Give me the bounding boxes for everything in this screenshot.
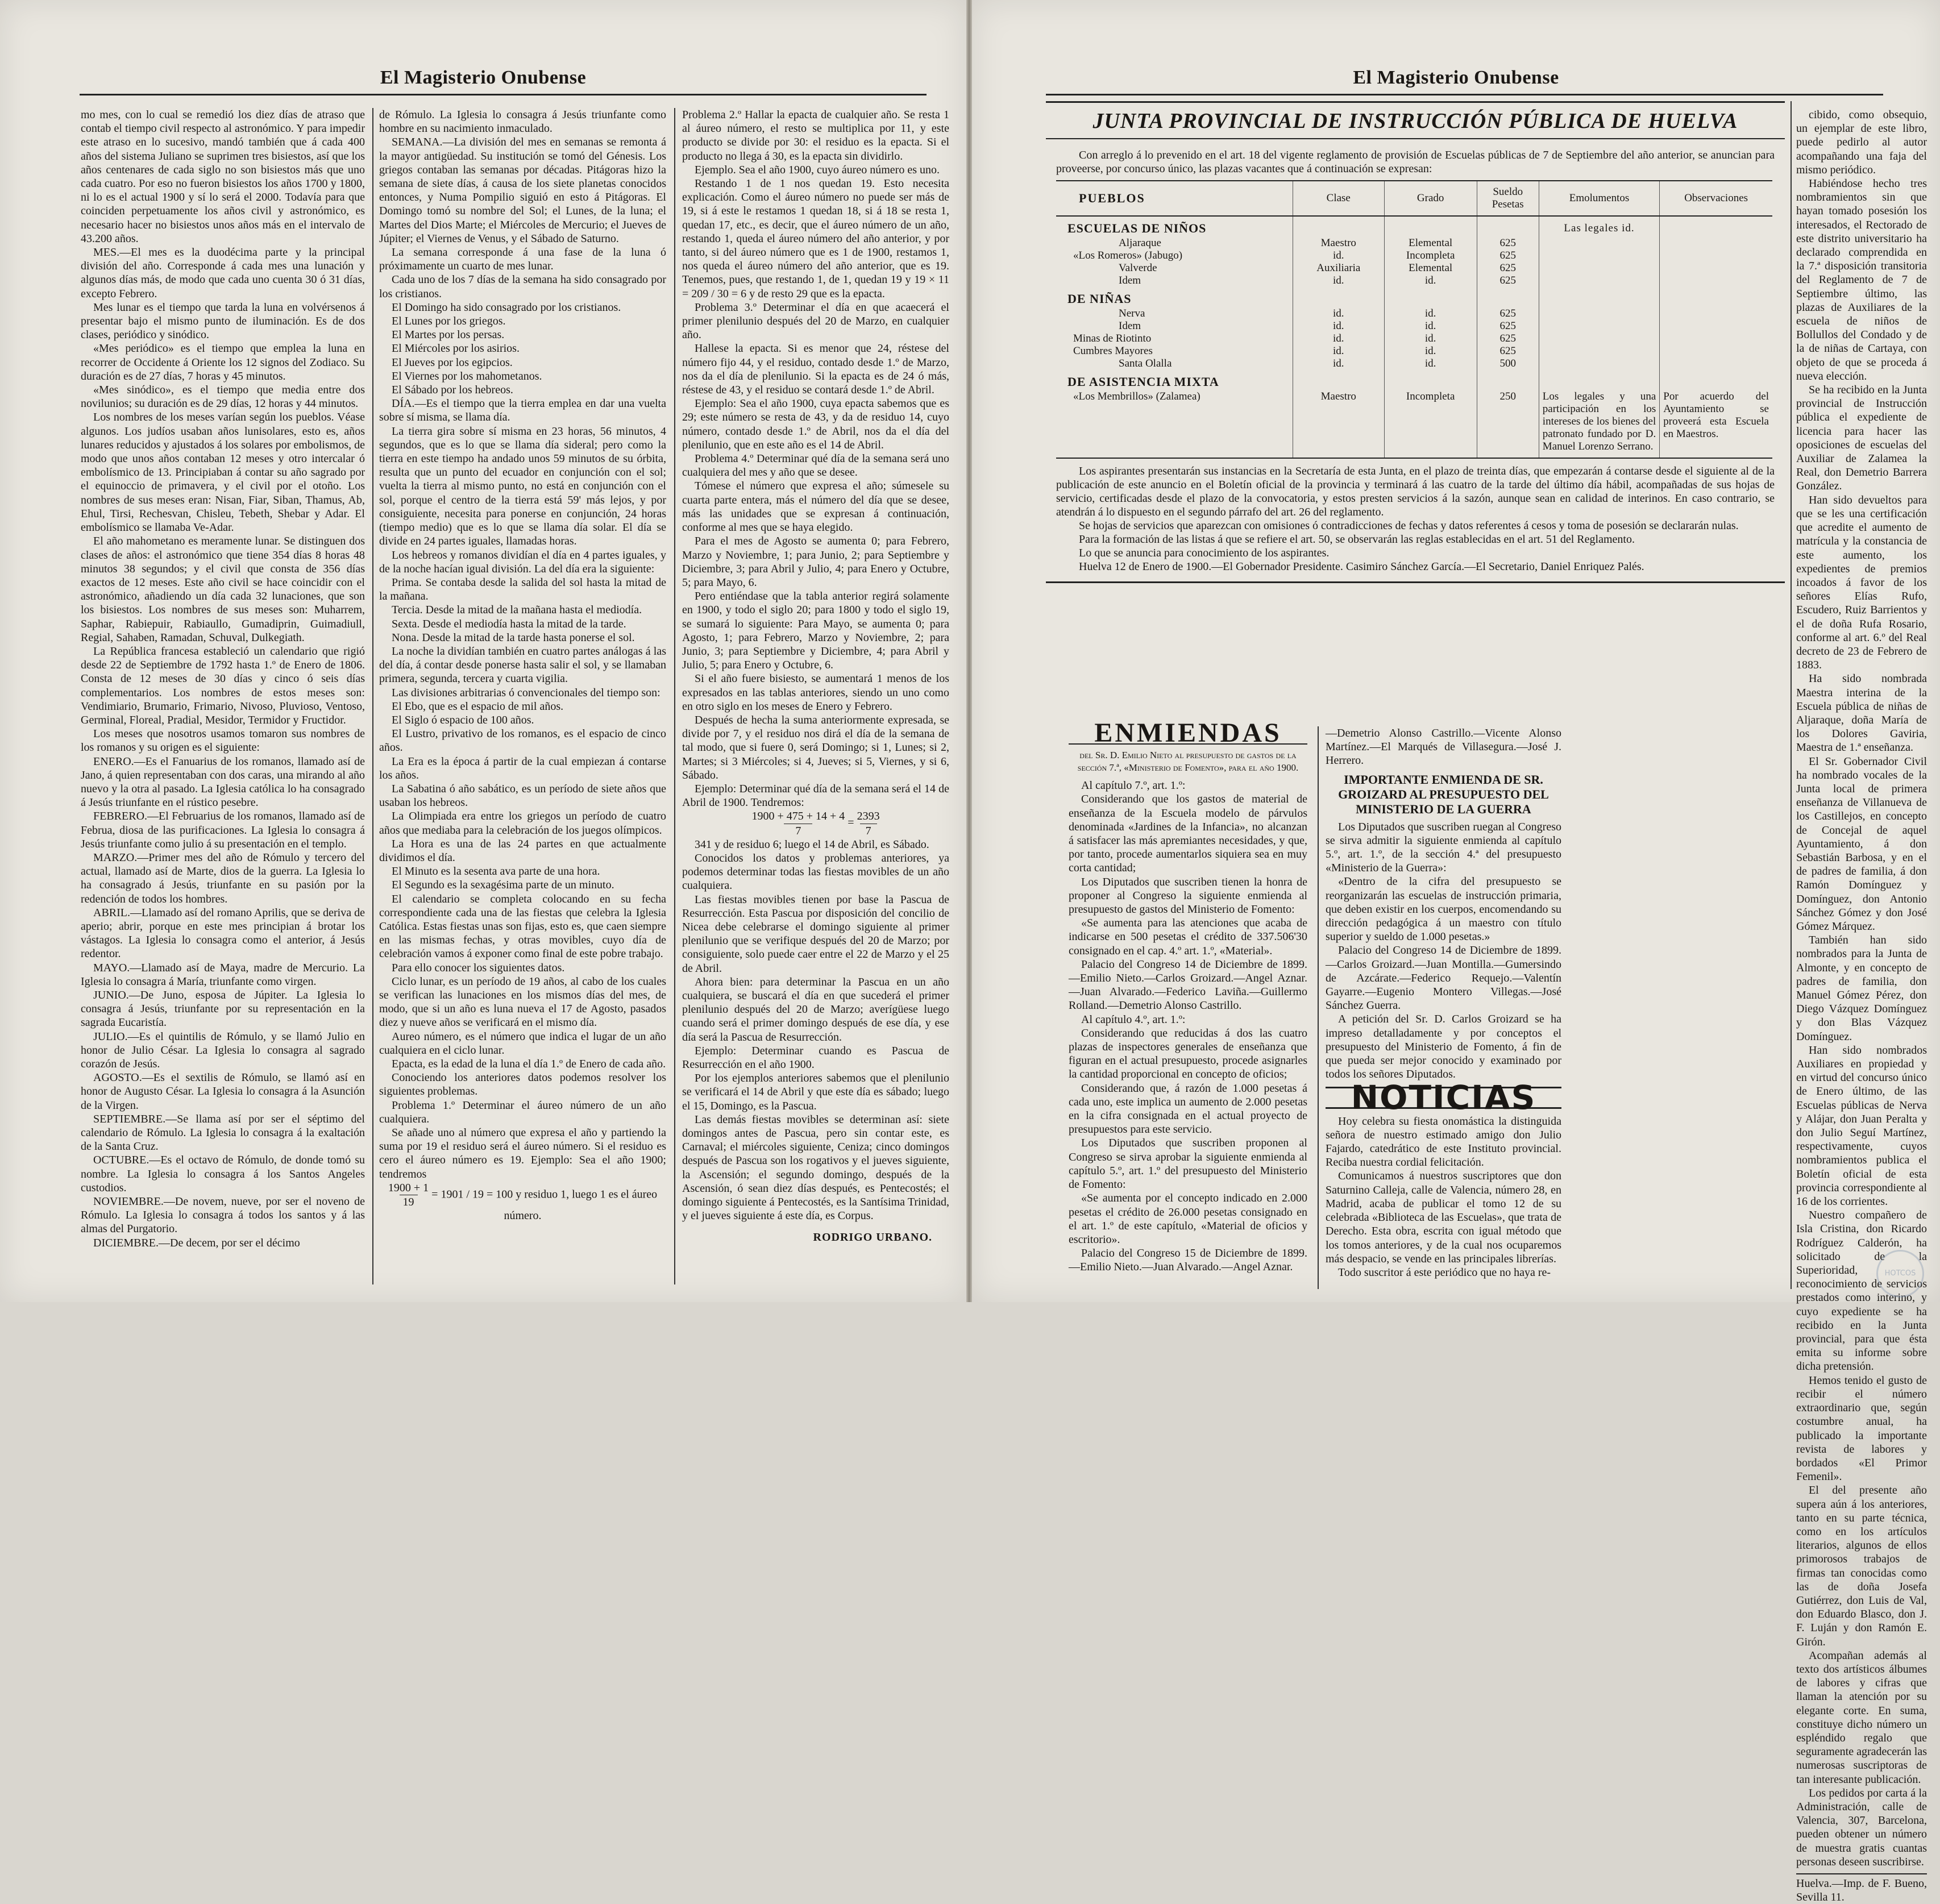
table-cell xyxy=(1539,307,1659,320)
paragraph: Los nombres de los meses varían según los pueblos. Véase algunos. Los judíos usaban años lunisolares, esto es, años lunares reducidos y ajustados á los solares por embolismos, de modo que unos años contaban 12 meses y otro intercalar ó embolísmico de 13. Principiaban á contar su año sagrado por el equinoccio de primavera, y el civil por el otoño. Los nombres de sus meses eran: Nisan, Fiar, Siban, Thamus, Ab, Ehul, Tirsi, Rechesvan, Chisleu, Tebeth, Shebar y Adar. El embolísmico se llamaba Ve-Adar. xyxy=(81,411,365,534)
formula-numerator: 1900 + 1 xyxy=(388,1181,429,1194)
paragraph: Los meses que nosotros usamos tomaron sus nombres de los romanos y su origen es el siguiente: xyxy=(81,727,365,754)
column-divider xyxy=(372,108,373,1284)
paragraph: Para el mes de Agosto se aumenta 0; para Febrero, Marzo y Noviembre, 1; para Junio, 2; para Septiembre y Diciembre, 3; para Abril y Julio, 4; para Enero y Octubre, 5; para Mayo, 6. xyxy=(682,535,949,589)
table-row xyxy=(1056,345,1772,357)
table-cell: 625 xyxy=(1477,275,1539,287)
paragraph: —Demetrio Alonso Castrillo.—Vicente Alonso Martínez.—El Marqués de Villasegura.—José J. Herrero. xyxy=(1326,727,1561,767)
paragraph: El Minuto es la sesenta ava parte de una hora. xyxy=(392,865,600,878)
table-header: Observaciones xyxy=(1660,181,1772,216)
junta-announcement xyxy=(1046,101,1785,583)
paragraph: Los pedidos por carta á la Administración, calle de Valencia, 307, Barcelona, pueden obtener un número de muestra gratis cuantas personas deseen suscribirse. xyxy=(1796,1786,1927,1868)
paragraph: JUNIO.—De Juno, esposa de Júpiter. La Iglesia lo consagra á Jesús, triunfante por su representación en la sagrada Eucaristía. xyxy=(81,989,365,1029)
paragraph: Considerando que, á razón de 1.000 pesetas á cada uno, este implica un aumento de 2.000 pesetas en la cifra consignada en el actual proyecto de presupuestos para este servicio. xyxy=(1069,1082,1307,1136)
table-cell: Valverde xyxy=(1119,262,1157,274)
vacancies-table xyxy=(1056,180,1772,459)
table-cell: id. xyxy=(1293,250,1384,262)
author-signature: RODRIGO URBANO. xyxy=(813,1231,932,1244)
table-cell xyxy=(1660,307,1772,320)
paragraph: Lo que se anuncia para conocimiento de los aspirantes. xyxy=(1079,547,1330,559)
table-cell xyxy=(1384,287,1477,307)
paragraph: Al capítulo 4.º, art. 1.º: xyxy=(1081,1013,1186,1026)
junta-bases xyxy=(1056,464,1775,573)
paragraph: El Martes por los persas. xyxy=(392,329,505,342)
right-page xyxy=(972,0,1940,1904)
table-header: PUEBLOS xyxy=(1056,181,1293,216)
paragraph: Problema 1.º Determinar el áureo número de un año cualquiera. xyxy=(379,1099,666,1125)
header-rule xyxy=(80,94,927,95)
paragraph: El Ebo, que es el espacio de mil años. xyxy=(392,700,564,713)
paragraph: El Sábado por los hebreos. xyxy=(392,384,513,397)
table-cell: Idem xyxy=(1119,320,1141,332)
table-cell xyxy=(1660,357,1772,370)
formula-denominator: 7 xyxy=(784,824,812,838)
table-cell: id. xyxy=(1384,357,1477,370)
paragraph: Epacta, es la edad de la luna el día 1.º de Enero de cada año. xyxy=(392,1058,666,1071)
table-cell: Las legales id. xyxy=(1539,216,1659,237)
table-cell: 625 xyxy=(1477,332,1539,345)
table-cell: 625 xyxy=(1477,237,1539,250)
paragraph: Los Diputados que suscriben ruegan al Congreso se sirva admitir la siguiente enmienda al capítulo 5.º, art. 1.º, de la sección 4.ª del presupuesto «Ministerio de la Guerra»: xyxy=(1326,820,1561,875)
paragraph: Cada uno de los 7 días de la semana ha sido consagrado por los cristianos. xyxy=(379,273,666,300)
paragraph: Tómese el número que expresa el año; súmesele su cuarta parte entera, más el número del día que se desee, más las unidades que se expresan á continuación, conforme al mes que se haya elegido. xyxy=(682,480,949,534)
paragraph: El Segundo es la sexagésima parte de un minuto. xyxy=(392,879,614,892)
paragraph: Tercia. Desde la mitad de la mañana hasta el mediodía. xyxy=(392,604,642,617)
paragraph: El año mahometano es meramente lunar. Se distinguen dos clases de años: el astronómico que tiene 354 días 8 horas 48 minutos 38 segundos; y el civil que consta de 356 días exactos de 12 meses. Este año civil se hace coincidir con el astronómico, añadiendo un día cada 32 lunaciones, que son los bisiestos. Los nombres de sus meses son: Muharrem, Saphar, Rabiepuir, Rabiaullo, Gumadiprin, Guimadiull, Regial, Sahaben, Ramadan, Schuval, Dulkegiath. xyxy=(81,535,365,644)
junta-intro: Con arreglo á lo prevenido en el art. 18 del vigente reglamento de provisión de Escuelas públicas de 7 de Septiembre del año anterior, se anuncian para proveerse, por concurso único, las plazas vacantes que á continuación se expresan: xyxy=(1056,149,1775,175)
table-row xyxy=(1056,250,1772,262)
paragraph: Los aspirantes presentarán sus instancias en la Secretaría de esta Junta, en el plazo de treinta días, que empezarán á contarse desde el siguiente al de la publicación de este anuncio en el Boletín oficial de la provincia y terminará á las cuatro de la tarde del último día hábil, acompañadas de sus hojas de servicio, certificadas desde el plazo de la convocatoria, y estos presten servicios á la sazón, aunque sean en calidad de interinos. En caso contrario, se atendrán á lo dispuesto en el segundo párrafo del art. 26 del reglamento. xyxy=(1056,465,1775,518)
formula-denominator: 19 xyxy=(400,1195,418,1209)
table-cell xyxy=(1539,370,1659,390)
table-cell: 625 xyxy=(1477,345,1539,357)
paragraph: Hemos tenido el gusto de recibir el número extraordinario que, según costumbre anual, ha publicado la importante revista de labores y bordados «El Primor Femenil». xyxy=(1796,1374,1927,1483)
article-column-2 xyxy=(379,108,666,1290)
paragraph: Ejemplo: Sea el año 1900, cuya epacta sabemos que es 29; este número se resta de 43, y da de residuo 14, cuyo número, contado desde 1.º de Abril, nos da el día del plenilunio, que en este año es el 14 de Abril. xyxy=(682,397,949,451)
table-cell: Idem xyxy=(1119,275,1141,286)
paragraph: La tierra gira sobre sí misma en 23 horas, 56 minutos, 4 segundos, que es lo que se llama día sideral; pero como la tierra en este tiempo ha andado unos 59 minutos de su órbita, resulta que un punto del ecuador en conjunción con el sol; vuelta la tierra al mismo punto, no está en conjunción con el sol, porque el centro de la tierra está 59' más lejos, y por consiguiente, necesita para ponerse en conjunción, 24 horas (tiempo medio) que es lo que se llama día solar. El día se divide en 24 partes iguales, llamadas horas. xyxy=(379,425,666,548)
paragraph: Palacio del Congreso 14 de Diciembre de 1899. —Carlos Groizard.—Juan Montilla.—Gumersindo de Azcárate.—Federico Requejo.—Valentín Gayarre.—Eugenio Montero Villegas.—José Sánchez Guerra. xyxy=(1326,944,1561,1012)
table-cell: Elemental xyxy=(1384,237,1477,250)
paragraph: Se hojas de servicios que aparezcan con omisiones ó contradicciones de fechas y datos referentes á cesos y toma de posesión se declararán nulas. xyxy=(1079,519,1739,532)
paragraph: El calendario se completa colocando en su fecha correspondiente cada una de las fiestas que celebra la Iglesia Católica. Estas fiestas unas son fijas, esto es, que caen siempre en las mismas fechas, y otras movibles, cuyo día de celebración vamos á exponer como final de este pobre trabajo. xyxy=(379,892,666,961)
table-cell: Aljaraque xyxy=(1119,237,1161,249)
paragraph: JULIO.—Es el quintilis de Rómulo, y se llamó Julio en honor de Julio César. La Iglesia lo consagra al sagrado corazón de Jesús. xyxy=(81,1030,365,1071)
paragraph: La República francesa estableció un calendario que rigió desde 22 de Septiembre de 1792 hasta 1.º de Enero de 1806. Consta de 12 meses de 30 días y cinco ó seis días complementarios. Los nombres de estos meses son: Vendimiario, Brumario, Frimario, Nivoso, Pluvioso, Ventoso, Germinal, Floreal, Pradial, Mesidor, Termidor y Fructidor. xyxy=(81,645,365,726)
table-cell xyxy=(1539,287,1659,307)
table-row xyxy=(1056,332,1772,345)
enmiendas-column xyxy=(1069,718,1307,1300)
paragraph: DÍA.—Es el tiempo que la tierra emplea en dar una vuelta sobre sí misma, se llama día. xyxy=(379,397,666,424)
table-cell xyxy=(1660,287,1772,307)
paragraph: Habiéndose hecho tres nombramientos sin que hayan tomado posesión los interesados, el Rectorado de este distrito universitario ha declarado comprendida en la 7.ª disposición transitoria del Reglamento de 7 de Septiembre último, las plazas de Auxiliares de la escuela de niños de Bollullos del Condado y de la de niñas de Cartaya, con objeto de que se proceda á nueva elección. xyxy=(1796,177,1927,383)
table-section-title: DE NIÑAS xyxy=(1067,292,1132,306)
table-cell: Maestro xyxy=(1293,390,1384,458)
section-title: ENMIENDAS xyxy=(1069,726,1307,745)
paragraph: ENERO.—Es el Fanuarius de los romanos, llamado así de Jano, á quien representaban con dos caras, una mirando al año nuevo y la otra al pasado. La Iglesia católica lo ha consagrado á Jesús triunfante en el rústico pesebre. xyxy=(81,755,365,809)
table-cell xyxy=(1539,275,1659,287)
table-cell xyxy=(1660,237,1772,250)
formula-result: = 1901 / 19 = 100 y residuo 1, luego 1 es el áureo número. xyxy=(431,1188,658,1223)
paragraph: Conocidos los datos y problemas anteriores, ya podemos determinar todas las fiestas movibles de un año cualquiera. xyxy=(682,851,949,892)
table-header: Emolumentos xyxy=(1539,181,1659,216)
paragraph: Nuestro compañero de Isla Cristina, don Ricardo Rodríguez Calderón, ha solicitado de la Superioridad, reconocimiento de servicios prestados como interino, y cuyo expediente se ha recibido en la Junta provincial, para que ésta emita su informe sobre dicha pretensión. xyxy=(1796,1209,1927,1373)
junta-title: JUNTA PROVINCIAL DE INSTRUCCIÓN PÚBLICA DE HUELVA xyxy=(1046,103,1785,139)
table-cell xyxy=(1539,345,1659,357)
article-column-1 xyxy=(81,108,365,1290)
news-column-right xyxy=(1796,108,1927,1904)
table-cell: id. xyxy=(1384,307,1477,320)
table-cell xyxy=(1539,357,1659,370)
paragraph: Sexta. Desde el mediodía hasta la mitad de la tarde. xyxy=(392,617,626,630)
table-cell xyxy=(1539,250,1659,262)
paragraph: SEMANA.—La división del mes en semanas se remonta á la mayor antigüedad. Su institución se tomó del Génesis. Los griegos contaban las semanas por décadas. Pitágoras hizo la semana de siete días, á causa de los siete planetas conocidos entonces, y Numa Pompilio siguió en esto á Pitágoras. El Domingo tomó su nombre del Sol; el Lunes, de la luna; el Martes del Dios Marte; el Miércoles de Mercurio; el Jueves de Júpiter; el Viernes de Venus, y el Sábado de Saturno. xyxy=(379,136,666,245)
paragraph: Restando 1 de 1 nos quedan 19. Esto necesita explicación. Como el áureo número no puede ser más de 19, si á este le restamos 1 quedan 18, si á 18 se resta 1, quedan 17, etc., es decir, que el áureo número de un año, restando 1, queda el áureo número del año anterior, y por tanto, si del áureo número que es 1 de 1900, restamos 1, nos queda el áureo número del año anterior, que es 19. Tenemos, pues, que restando 1, de 1, quedan 19 y 19 × 11 = 209 / 30 = 6 y de resto 29 que es la epacta. xyxy=(682,177,949,300)
paragraph: La Hora es una de las 24 partes en que actualmente dividimos el día. xyxy=(379,837,666,864)
running-head: El Magisterio Onubense xyxy=(1353,67,1559,88)
table-cell: id. xyxy=(1293,307,1384,320)
paragraph: La Era es la época á partir de la cual empiezan á contarse los años. xyxy=(379,755,666,781)
table-cell xyxy=(1384,370,1477,390)
table-row xyxy=(1056,307,1772,320)
paragraph: El Siglo ó espacio de 100 años. xyxy=(392,713,534,726)
paragraph: Han sido devueltos para que se les una certificación que acredite el aumento de matrícula y la constancia de este aumento, los expedientes de premios incoados á favor de los señores Elías Rufo, Escudero, Ruiz Barrientos y el de doña Rufa Rosario, conforme al art. 6.º del Real decreto de 23 de Febrero de 1883. xyxy=(1796,493,1927,672)
paragraph: Ejemplo. Sea el año 1900, cuyo áureo número es uno. xyxy=(695,163,940,176)
imprint: Huelva.—Imp. de F. Bueno, Sevilla 11. xyxy=(1796,1873,1927,1904)
table-cell xyxy=(1660,370,1772,390)
paragraph: MES.—El mes es la duodécima parte y la principal división del año. Corresponde á cada mes una lunación y algunos días más, de modo que cada uno cuenta 30 ó 31 días, excepto Febrero. xyxy=(81,246,365,300)
paragraph: Para la formación de las listas á que se refiere el art. 50, se observarán las reglas establecidas en el art. 51 del Reglamento. xyxy=(1079,533,1635,546)
table-section-title: DE ASISTENCIA MIXTA xyxy=(1067,375,1219,389)
paragraph: El Lunes por los griegos. xyxy=(392,315,506,328)
table-row xyxy=(1056,357,1772,370)
table-row xyxy=(1056,237,1772,250)
paragraph: Las demás fiestas movibles se determinan así: siete domingos antes de Pascua, pero sin contar este, es Carnaval; el miércoles siguiente, Ceniza; cinco domingos después de Pascua son los rogativos y el jueves siguiente, la Ascensión; el segundo domingo, después de la Ascensión, ó sean diez días después, es Pentecostés; el domingo siguiente á Pentecostés, es la Santísima Trinidad, y el jueves siguiente á este día, es Corpus. xyxy=(682,1113,949,1223)
paragraph: Acompañan además al texto dos artísticos álbumes de labores y cifras que llaman la atención por su elegante corte. En suma, constituye dicho número un espléndido regalo que seguramente agradecerán las numerosas suscriptoras de tan interesante publicación. xyxy=(1796,1649,1927,1786)
paragraph: «Mes periódico» es el tiempo que emplea la luna en recorrer de Occidente á Oriente los 12 signos del Zodiaco. Su duración es de 27 días, 7 horas y 45 minutos. xyxy=(81,342,365,383)
paragraph: ABRIL.—Llamado así del romano Aprilis, que se deriva de aperio; abrir, porque en este mes principian á brotar los vástagos. La Iglesia lo consagra como el anterior, á Jesús redentor. xyxy=(81,906,365,961)
table-cell: id. xyxy=(1384,320,1477,332)
formula-result: 2393 xyxy=(857,810,880,823)
table-cell: Incompleta xyxy=(1384,390,1477,458)
table-cell xyxy=(1539,320,1659,332)
paragraph: Se añade uno al número que expresa el año y partiendo la suma por 19 el residuo será el áureo número. Si el residuo es cero el áureo número es 19. Ejemplo: Sea el año 1900; tendremos xyxy=(379,1126,666,1180)
table-cell: Maestro xyxy=(1293,237,1384,250)
table-cell: Cumbres Mayores xyxy=(1073,345,1153,357)
table-cell: 625 xyxy=(1477,262,1539,275)
table-cell: 250 xyxy=(1477,390,1539,458)
table-cell xyxy=(1293,287,1384,307)
paragraph: Las fiestas movibles tienen por base la Pascua de Resurrección. Esta Pascua por disposición del concilio de Nicea debe celebrarse el domingo siguiente al primer plenilunio que se verifique después del 20 de Marzo; por consiguiente, solo puede caer entre el 22 de Marzo y el 25 de Abril. xyxy=(682,893,949,975)
table-section-title: ESCUELAS DE NIÑOS xyxy=(1067,221,1207,235)
column-divider xyxy=(1791,101,1792,1289)
formula: $\frac{1900 + 475 + 14 + 4}{7} = \frac{2393}{7}$ xyxy=(751,810,880,837)
paragraph: El Viernes por los mahometanos. xyxy=(392,369,542,383)
table-cell xyxy=(1477,216,1539,237)
paragraph: La semana corresponde á una fase de la luna ó próximamente un cuarto de mes lunar. xyxy=(379,246,666,273)
table-cell: 625 xyxy=(1477,250,1539,262)
table-cell: Por acuerdo del Ayuntamiento se proveerá esta Escuela en Maestros. xyxy=(1660,390,1772,458)
column-divider xyxy=(1318,726,1319,1289)
table-header: Grado xyxy=(1384,181,1477,216)
paragraph: También han sido nombrados para la Junta de Almonte, y en concepto de padres de familia, don Manuel Gómez Pérez, don Diego Vázquez Domínguez y don Blas Vázquez Domínguez. xyxy=(1796,934,1927,1043)
paragraph: Problema 2.º Hallar la epacta de cualquier año. Se resta 1 al áureo número, el resto se multiplica por 11, y este producto se divide por 30: el residuo es la epacta. Si el producto no llega á 30, es la epacta sin dividirlo. xyxy=(682,109,949,163)
paragraph: cibido, como obsequio, un ejemplar de este libro, puede pedirlo al autor acompañando una faja del mismo periódico. xyxy=(1796,109,1927,176)
paragraph: Pero entiéndase que la tabla anterior regirá solamente en 1900, y todo el siglo 20; para 1800 y todo el siglo 19, se sumará lo siguiente: Para Mayo, se aumenta 0; para Agosto, 1; para Febrero, Marzo y Noviembre, 2; para Junio, 3; para Septiembre y Diciembre, 4; para Abril y Julio, 5; para Enero y Octubre, 6. xyxy=(682,590,949,672)
table-cell xyxy=(1293,216,1384,237)
paragraph: El del presente año supera aún á los anteriores, tanto en su parte técnica, como en los artículos literarios, algunos de ellos primorosos trabajos de firmas tan conocidas como las de doña Josefa Gutiérrez, don Luis de Val, don Eduardo Blasco, don J. F. Luján y don Ramón E. Girón. xyxy=(1796,1484,1927,1648)
section-subtitle: del Sr. D. Emilio Nieto al presupuesto de gastos de la sección 7.ª, «Ministerio de Fomento», para el año 1900. xyxy=(1077,750,1299,774)
paragraph: Si el año fuere bisiesto, se aumentará 1 menos de los expresados en las tablas anteriores, siendo un uno como en otro siglo en los meses de Enero y Febrero. xyxy=(682,672,949,713)
paragraph: A petición del Sr. D. Carlos Groizard se ha impreso detalladamente y por conceptos el presupuesto del Ministerio de Fomento, á fin de que pueda ser mejor conocido y examinado por todos los señores Diputados. xyxy=(1326,1013,1561,1081)
table-cell xyxy=(1660,262,1772,275)
table-header: Clase xyxy=(1293,181,1384,216)
table-row xyxy=(1056,390,1772,458)
paragraph: Palacio del Congreso 15 de Diciembre de 1899. —Emilio Nieto.—Juan Alvarado.—Angel Aznar. xyxy=(1069,1247,1307,1274)
table-cell: 500 xyxy=(1477,357,1539,370)
paragraph: La noche la dividían también en cuatro partes análogas á las del día, á contar desde ponerse hasta salir el sol, y se llamaban primera, segunda, tercera y cuarta vigilia. xyxy=(379,645,666,685)
paragraph: SEPTIEMBRE.—Se llama así por ser el séptimo del calendario de Rómulo. La Iglesia lo consagra á la exaltación de la Santa Cruz. xyxy=(81,1112,365,1153)
table-cell: id. xyxy=(1293,345,1384,357)
paragraph: Huelva 12 de Enero de 1900.—El Gobernador Presidente. Casimiro Sánchez García.—El Secretario, Daniel Enriquez Palés. xyxy=(1079,560,1644,573)
table-cell xyxy=(1660,275,1772,287)
formula xyxy=(379,1181,666,1223)
paragraph: Palacio del Congreso 14 de Diciembre de 1899. —Emilio Nieto.—Carlos Groizard.—Angel Aznar.—Juan Alvarado.—Federico Laviña.—Guillermo Rolland.—Demetrio Alonso Castrillo. xyxy=(1069,958,1307,1012)
paragraph: Se ha recibido en la Junta provincial de Instrucción pública el expediente de licencia para hacer las oposiciones de escuelas del Auxiliar de Zalamea la Real, don Demetrio Barrera González. xyxy=(1796,384,1927,493)
paragraph: La Sabatina ó año sabático, es un período de siete años que usaban los hebreos. xyxy=(379,782,666,809)
table-cell: Santa Olalla xyxy=(1119,357,1172,369)
paragraph: mo mes, con lo cual se remedió los diez días de atraso que contab el tiempo civil respecto al astronómico. Y para impedir este atraso en lo sucesivo, mandó también que á cada 400 años del sistema Juliano se suprimen tres bisiestos, así que los años centenares de cada siglo no son bisiestos más que uno cada cuatro. Por eso no fueron bisiestos los años 1700 y 1800, ni lo es el actual 1900 y sí lo será el 2000. Todavía para que coinciden perpetuamente los años civil y astronómico, es necesario hacer no bisiestos unos años más en el intervalo de 43.200 años. xyxy=(81,109,365,245)
table-cell xyxy=(1660,332,1772,345)
table-cell: 625 xyxy=(1477,320,1539,332)
paragraph: MARZO.—Primer mes del año de Rómulo y tercero del actual, llamado así de Marte, dios de la guerra. La Iglesia lo ha consagrado á Jesús, triunfante en su pasión por la redención de todos los hombres. xyxy=(81,851,365,905)
paragraph: «Mes sinódico», es el tiempo que media entre dos novilunios; su duración es de 29 días, 12 horas y 44 minutos. xyxy=(81,384,365,410)
table-cell: id. xyxy=(1384,275,1477,287)
table-cell xyxy=(1539,237,1659,250)
paragraph: El Sr. Gobernador Civil ha nombrado vocales de la Junta local de primera enseñanza de Villanueva de los Castillejos, en concepto de Concejal de aquel Ayuntamiento, á don Sebastián Barbosa, y en el de padres de familia, á don Ramón Domínguez y Domínguez, don Antonio Sánchez Gómez y don José Gómez Márquez. xyxy=(1796,755,1927,933)
table-cell: id. xyxy=(1384,345,1477,357)
table-cell: id. xyxy=(1293,332,1384,345)
table-cell: 625 xyxy=(1477,307,1539,320)
paragraph: «Se aumenta para las atenciones que acaba de indicarse en 500 pesetas el crédito de 337.506'30 consignado en el cap. 4.º art. 1.º, «Material». xyxy=(1069,917,1307,957)
paragraph: Han sido nombrados Auxiliares en propiedad y en virtud del concurso único de Enero último, de las Escuelas públicas de Nerva y Alájar, don Juan Peralta y don Julio Seguí Martínez, respectivamente, cuyos nombramientos publica el Boletín oficial de esta provincia correspondiente al 16 de los corrientes. xyxy=(1796,1044,1927,1208)
enmienda-guerra-column xyxy=(1326,726,1561,1300)
paragraph: OCTUBRE.—Es el octavo de Rómulo, de donde tomó su nombre. La Iglesia lo consagra á los Santos Angeles custodios. xyxy=(81,1154,365,1194)
table-cell: Auxiliaria xyxy=(1293,262,1384,275)
paragraph: Los Diputados que suscriben tienen la honra de proponer al Congreso la siguiente enmienda al presupuesto de gastos del Ministerio de Fomento: xyxy=(1069,875,1307,916)
table-cell xyxy=(1477,287,1539,307)
table-cell: Incompleta xyxy=(1384,250,1477,262)
paragraph: Los hebreos y romanos dividían el día en 4 partes iguales, y de la noche hacían igual división. La del día era la siguiente: xyxy=(379,548,666,575)
paragraph: Ejemplo: Determinar qué día de la semana será el 14 de Abril de 1900. Tendremos: xyxy=(682,782,949,809)
table-row xyxy=(1056,262,1772,275)
paragraph: MAYO.—Llamado así de Maya, madre de Mercurio. La Iglesia lo consagra á María, triunfante como virgen. xyxy=(81,961,365,988)
table-cell: id. xyxy=(1293,320,1384,332)
watermark-logo: HOTCOS xyxy=(1876,1250,1924,1298)
paragraph: El Miércoles por los asirios. xyxy=(392,342,520,355)
paragraph: NOVIEMBRE.—De novem, nueve, por ser el noveno de Rómulo. La Iglesia lo consagra á todos los santos y á las almas del Purgatorio. xyxy=(81,1195,365,1236)
paragraph: Por los ejemplos anteriores sabemos que el plenilunio se verificará el 14 de Abril y que este día es sábado; luego el 15, Domingo, es la Pascua. xyxy=(682,1072,949,1112)
paragraph: Ejemplo: Determinar cuando es Pascua de Resurrección en el año 1900. xyxy=(682,1044,949,1071)
table-cell: id. xyxy=(1384,332,1477,345)
table-cell xyxy=(1539,332,1659,345)
table-cell: «Los Romeros» (Jabugo) xyxy=(1073,250,1183,261)
left-page xyxy=(0,0,966,1302)
paragraph: Comunicamos á nuestros suscriptores que don Saturnino Calleja, calle de Valencia, número 28, en Madrid, acaba de publicar el tomo 12 de su celebrada «Biblioteca de las Escuelas», que trata de Derecho. Esta obra, escrita con igual método que los tomos anteriores, y de la cual nos ocuparemos más despacio, se vende en las principales librerías. xyxy=(1326,1170,1561,1265)
paragraph: AGOSTO.—Es el sextilis de Rómulo, se llamó así en honor de Augusto César. La Iglesia lo consagra á la Asunción de la Virgen. xyxy=(81,1071,365,1112)
paragraph: Para ello conocer los siguientes datos. xyxy=(392,961,565,974)
paragraph: de Rómulo. La Iglesia lo consagra á Jesús triunfante como hombre en su nacimiento inmaculado. xyxy=(379,109,666,135)
table-cell: Nerva xyxy=(1119,307,1145,319)
paragraph: «Dentro de la cifra del presupuesto se reorganizarán las escuelas de instrucción primaria, que deben existir en los cuerpos, encomendando su dirección pedagógica á un maestro con título superior y sueldo de 1.000 pesetas.» xyxy=(1326,875,1561,943)
paragraph: Ciclo lunar, es un período de 19 años, al cabo de los cuales se verifican las lunaciones en los mismos días del mes, de modo, que si un año es luna nueva el 17 de Agosto, pasados diez y nueve años se verificará en el mismo día. xyxy=(379,975,666,1029)
table-cell: Elemental xyxy=(1384,262,1477,275)
paragraph: Prima. Se contaba desde la salida del sol hasta la mitad de la mañana. xyxy=(379,576,666,603)
paragraph: Nona. Desde la mitad de la tarde hasta ponerse el sol. xyxy=(392,631,635,644)
column-divider xyxy=(674,108,675,1284)
paragraph: Las divisiones arbitrarias ó convencionales del tiempo son: xyxy=(392,686,660,699)
table-cell xyxy=(1293,370,1384,390)
table-cell xyxy=(1660,250,1772,262)
table-cell xyxy=(1539,262,1659,275)
paragraph: Todo suscritor á este periódico que no haya re- xyxy=(1338,1266,1551,1279)
table-cell xyxy=(1660,345,1772,357)
paragraph: Aureo número, es el número que indica el lugar de un año cualquiera en el ciclo lunar. xyxy=(379,1030,666,1057)
table-cell: id. xyxy=(1293,357,1384,370)
paragraph: Hoy celebra su fiesta onomástica la distinguida señora de nuestro estimado amigo don Julio Fajardo, catedrático de este Instituto provincial. Reciba nuestra cordial felicitación. xyxy=(1326,1115,1561,1169)
section-title: IMPORTANTE ENMIENDA DE SR. GROIZARD AL PRESUPUESTO DEL MINISTERIO DE LA GUERRA xyxy=(1338,772,1549,816)
table-row xyxy=(1056,320,1772,332)
paragraph: Después de hecha la suma anteriormente expresada, se divide por 7, y el residuo nos dirá el día de la semana de tal modo, que si fuere 0, será Domingo; si 1, Lunes; si 2, Martes; si 3 Miércoles; si 4, Jueves; si 5, Viernes, y si 6, Sábado. xyxy=(682,713,949,781)
header-rule xyxy=(1046,94,1883,95)
paragraph: DICIEMBRE.—De decem, por ser el décimo xyxy=(93,1236,300,1249)
table-row xyxy=(1056,275,1772,287)
table-header: Sueldo Pesetas xyxy=(1477,181,1539,216)
paragraph: Al capítulo 7.º, art. 1.º: xyxy=(1081,779,1186,792)
noticias-title: NOTICIAS xyxy=(1326,1087,1561,1108)
paragraph: Problema 3.º Determinar el día en que acaecerá el primer plenilunio después del 20 de Marzo, en cualquier año. xyxy=(682,301,949,342)
paragraph: Ahora bien: para determinar la Pascua en un año cualquiera, se buscará el día en que sucederá el primer plenilunio después del 20 de Marzo; averígüese luego cuando será el primer domingo después de ese día, y ese día será la Pascua de Resurrección. xyxy=(682,975,949,1044)
paragraph: El Domingo ha sido consagrado por los cristianos. xyxy=(392,301,621,314)
table-cell: Los legales y una participación en los intereses de los bienes del patronato fundado por D. Manuel Lorenzo Serrano. xyxy=(1539,390,1659,458)
paragraph: Conociendo los anteriores datos podemos resolver los siguientes problemas. xyxy=(379,1071,666,1098)
paragraph: Mes lunar es el tiempo que tarda la luna en volvérsenos á presentar bajo el mismo punto de iluminación. Es de dos clases, periódico y sinódico. xyxy=(81,301,365,342)
formula-denominator: 7 xyxy=(860,824,877,838)
table-cell xyxy=(1660,320,1772,332)
paragraph: 341 y de residuo 6; luego el 14 de Abril, es Sábado. xyxy=(695,838,929,851)
paragraph: Hallese la epacta. Si es menor que 24, réstese del número fijo 44, y el residuo, contado desde 1.º de Marzo, nos da el día de plenilunio. Si la epacta es de 24 ó más, réstese de 43, y el residuo se contará desde 1.º de Abril. xyxy=(682,342,949,397)
formula-numerator: 1900 + 475 + 14 + 4 xyxy=(751,810,845,823)
table-cell xyxy=(1660,216,1772,237)
table-cell: id. xyxy=(1293,275,1384,287)
paragraph: Considerando que reducidas á dos las cuatro plazas de inspectores generales de enseñanza que figuran en el actual presupuesto, procede asignarles la cantidad proporcional en concepto de oficios; xyxy=(1069,1026,1307,1081)
paragraph: FEBRERO.—El Februarius de los romanos, llamado así de Februa, diosa de las purificaciones. La Iglesia lo consagra á Jesús triunfante como julio á su presentación en el templo. xyxy=(81,810,365,850)
paragraph: El Jueves por los egipcios. xyxy=(392,356,513,369)
table-cell xyxy=(1384,216,1477,237)
table-cell: Minas de Riotinto xyxy=(1073,332,1152,344)
paragraph: La Olimpiada era entre los griegos un período de cuatro años que mediaba para la celebración de los juegos olímpicos. xyxy=(379,810,666,837)
article-column-3 xyxy=(682,108,949,1290)
paragraph: Ha sido nombrada Maestra interina de la Escuela pública de niñas de Aljaraque, doña María de los Dolores Gaviria, Maestra de 1.ª enseñanza. xyxy=(1796,672,1927,754)
paragraph: Problema 4.º Determinar qué día de la semana será uno cualquiera del mes y año que se desee. xyxy=(682,452,949,479)
table-cell: «Los Membrillos» (Zalamea) xyxy=(1056,390,1293,458)
binding-gutter xyxy=(966,0,972,1302)
paragraph: «Se aumenta por el concepto indicado en 2.000 pesetas el crédito de 26.000 pesetas consignado en el art. 1.º de este capítulo, «Material de oficios y escritorio». xyxy=(1069,1192,1307,1246)
paragraph: Los Diputados que suscriben proponen al Congreso se sirva aprobar la siguiente enmienda al capítulo 5.º, art. 1.º del presupuesto del Ministerio de Fomento: xyxy=(1069,1137,1307,1191)
paragraph: Considerando que los gastos de material de enseñanza de la Escuela modelo de párvulos denominada «Jardines de la Infancia», no alcanzan á satisfacer las más apremiantes necesidades, y que, por tanto, procede aumentarlos siquiera sea en muy corta cantidad; xyxy=(1069,793,1307,875)
paragraph: El Lustro, privativo de los romanos, es el espacio de cinco años. xyxy=(379,727,666,754)
running-head: El Magisterio Onubense xyxy=(380,67,587,88)
table-cell xyxy=(1477,370,1539,390)
